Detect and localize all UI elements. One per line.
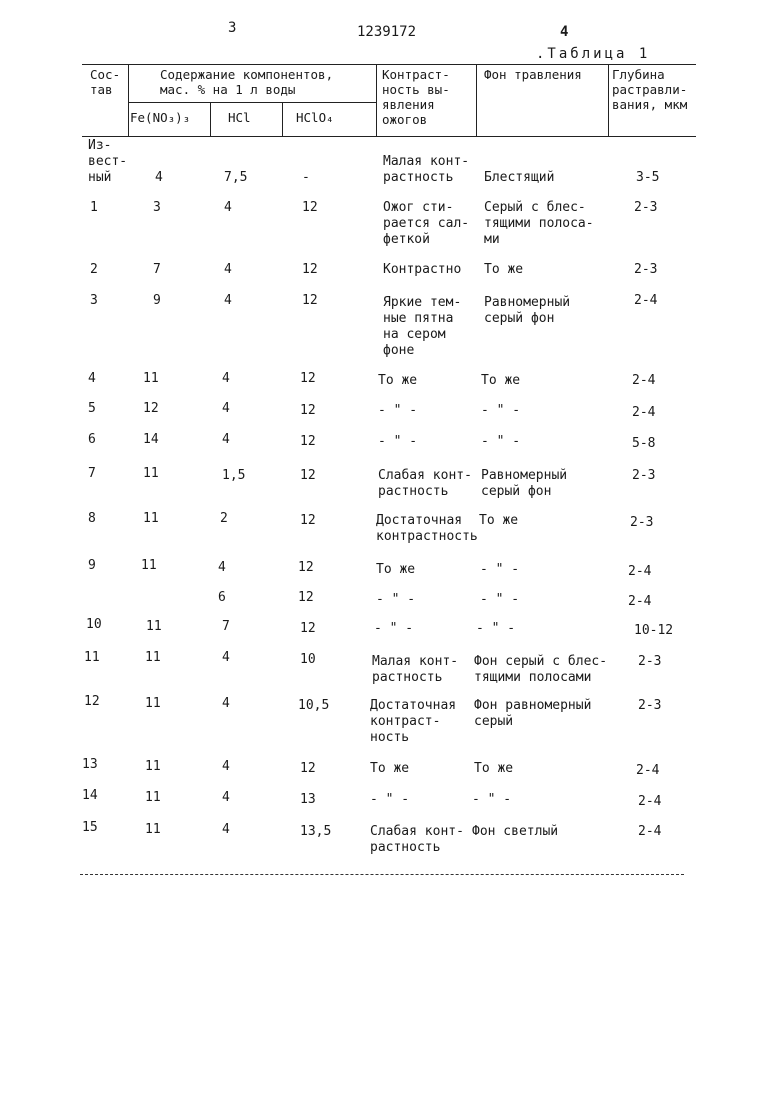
cell-contrast: ные пятна xyxy=(383,311,454,326)
cell-background: серый фон xyxy=(484,311,555,326)
cell-contrast: рается сал- xyxy=(383,216,470,231)
cell-contrast: растность xyxy=(383,170,454,185)
cell-background: Равномерный xyxy=(484,295,571,310)
cell-fe: 4 xyxy=(155,170,163,185)
cell-fe: 12 xyxy=(143,401,159,416)
cell-fe: 11 xyxy=(146,619,162,634)
cell-background: - " - xyxy=(472,792,512,807)
cell-background: - " - xyxy=(480,562,520,577)
cell-contrast: - " - xyxy=(376,592,416,607)
cell-background: - " - xyxy=(480,592,520,607)
cell-contrast: Слабая конт- xyxy=(378,468,472,483)
page-number-left: 3 xyxy=(228,20,237,36)
cell-hclo4: 12 xyxy=(300,371,316,386)
cell-composition: 12 xyxy=(84,694,100,709)
cell-contrast: контраст- xyxy=(370,714,441,729)
cell-fe: 11 xyxy=(143,466,159,481)
cell-composition: 10 xyxy=(86,617,102,632)
cell-hcl: 4 xyxy=(222,432,230,447)
header-contrast-2: ность вы- xyxy=(382,82,450,97)
header-contrast-3: явления xyxy=(382,97,435,112)
cell-background: То же xyxy=(481,373,521,388)
col-divider-3 xyxy=(282,102,283,136)
cell-contrast: Ожог сти- xyxy=(383,200,454,215)
cell-hclo4: 13 xyxy=(300,792,316,807)
cell-composition: вест- xyxy=(88,154,128,169)
cell-fe: 7 xyxy=(153,262,161,277)
cell-hclo4: - xyxy=(302,170,310,185)
cell-depth: 2-3 xyxy=(634,262,658,277)
col-divider-1 xyxy=(128,64,129,136)
cell-hclo4: 12 xyxy=(300,403,316,418)
cell-fe: 14 xyxy=(143,432,159,447)
cell-background: - " - xyxy=(481,434,521,449)
cell-background: - " - xyxy=(481,403,521,418)
cell-contrast: контрастность xyxy=(376,529,478,544)
cell-depth: 2-4 xyxy=(636,763,660,778)
cell-hclo4: 12 xyxy=(298,590,314,605)
cell-contrast: на сером xyxy=(383,327,446,342)
cell-contrast: То же xyxy=(376,562,416,577)
cell-contrast: Контрастно xyxy=(383,262,462,277)
cell-depth: 2-3 xyxy=(630,515,654,530)
cell-fe: 11 xyxy=(145,759,161,774)
cell-depth: 10-12 xyxy=(634,623,674,638)
cell-depth: 2-4 xyxy=(632,405,656,420)
cell-hclo4: 13,5 xyxy=(300,824,332,839)
cell-hcl: 4 xyxy=(218,560,226,575)
cell-composition: ный xyxy=(88,170,112,185)
cell-hcl: 7,5 xyxy=(224,170,248,185)
cell-background: ми xyxy=(484,232,500,247)
cell-composition: 8 xyxy=(88,511,96,526)
cell-contrast: Слабая конт- xyxy=(370,824,464,839)
cell-composition: 15 xyxy=(82,820,98,835)
page-number-right: 4 xyxy=(560,24,569,40)
cell-composition: 14 xyxy=(82,788,98,803)
cell-composition: Из- xyxy=(88,138,112,153)
cell-contrast: растность xyxy=(378,484,449,499)
cell-hclo4: 10 xyxy=(300,652,316,667)
cell-hclo4: 10,5 xyxy=(298,698,330,713)
cell-contrast: - " - xyxy=(374,621,414,636)
header-contrast-1: Контраст- xyxy=(382,67,450,82)
cell-background: - " - xyxy=(476,621,516,636)
cell-hcl: 4 xyxy=(222,650,230,665)
cell-background: Равномерный xyxy=(481,468,568,483)
cell-fe: 11 xyxy=(143,371,159,386)
cell-hcl: 4 xyxy=(222,759,230,774)
cell-fe: 11 xyxy=(145,822,161,837)
table-title: .Таблица 1 xyxy=(536,46,651,62)
cell-composition: 2 xyxy=(90,262,98,277)
cell-composition: 4 xyxy=(88,371,96,386)
cell-contrast: фоне xyxy=(383,343,415,358)
header-bottom-rule xyxy=(82,136,696,137)
cell-hclo4: 12 xyxy=(300,761,316,776)
cell-depth: 2-4 xyxy=(638,794,662,809)
patent-number: 1239172 xyxy=(357,24,417,40)
cell-depth: 2-3 xyxy=(634,200,658,215)
cell-background: Фон серый с блес- xyxy=(474,654,608,669)
cell-fe: 3 xyxy=(153,200,161,215)
header-hclo4: HClO₄ xyxy=(296,110,334,125)
cell-contrast: То же xyxy=(378,373,418,388)
cell-hclo4: 12 xyxy=(300,468,316,483)
cell-contrast: Достаточная xyxy=(376,513,463,528)
cell-hcl: 4 xyxy=(224,200,232,215)
cell-fe: 9 xyxy=(153,293,161,308)
header-content-1: Содержание компонентов, xyxy=(160,67,334,82)
cell-hcl: 4 xyxy=(224,262,232,277)
header-contrast-4: ожогов xyxy=(382,112,428,127)
col-divider-5 xyxy=(476,64,477,136)
header-depth-1: Глубина xyxy=(612,67,665,82)
cell-contrast: Яркие тем- xyxy=(383,295,462,310)
cell-fe: 11 xyxy=(145,696,161,711)
cell-composition: 13 xyxy=(82,757,98,772)
cell-contrast: растность xyxy=(372,670,443,685)
cell-contrast: - " - xyxy=(370,792,410,807)
header-hcl: HCl xyxy=(228,110,251,125)
cell-background: тящими полосами xyxy=(474,670,592,685)
cell-composition: 11 xyxy=(84,650,100,665)
cell-composition: 9 xyxy=(88,558,96,573)
cell-composition: 5 xyxy=(88,401,96,416)
cell-contrast: растность xyxy=(370,840,441,855)
cell-hcl: 4 xyxy=(222,696,230,711)
cell-hcl: 4 xyxy=(222,790,230,805)
header-sub-rule xyxy=(128,102,376,103)
cell-hcl: 4 xyxy=(222,401,230,416)
cell-contrast: ность xyxy=(370,730,410,745)
cell-composition: 7 xyxy=(88,466,96,481)
cell-hcl: 1,5 xyxy=(222,468,246,483)
cell-depth: 2-4 xyxy=(634,293,658,308)
cell-hcl: 2 xyxy=(220,511,228,526)
cell-depth: 2-4 xyxy=(628,594,652,609)
cell-composition: 3 xyxy=(90,293,98,308)
cell-contrast: феткой xyxy=(383,232,430,247)
cell-fe: 11 xyxy=(145,650,161,665)
cell-contrast: Достаточная xyxy=(370,698,457,713)
col-divider-6 xyxy=(608,64,609,136)
cell-background: серый фон xyxy=(481,484,552,499)
cell-hcl: 4 xyxy=(222,822,230,837)
cell-hcl: 4 xyxy=(222,371,230,386)
header-top-rule xyxy=(82,64,696,65)
cell-fe: 11 xyxy=(141,558,157,573)
cell-hclo4: 12 xyxy=(300,434,316,449)
cell-contrast: - " - xyxy=(378,434,418,449)
cell-composition: 6 xyxy=(88,432,96,447)
cell-composition: 1 xyxy=(90,200,98,215)
cell-depth: 2-3 xyxy=(632,468,656,483)
cell-fe: 11 xyxy=(143,511,159,526)
cell-fe: 11 xyxy=(145,790,161,805)
cell-background: Фон равномерный xyxy=(474,698,592,713)
header-depth-2: растравли- xyxy=(612,82,688,97)
cell-background: Блестящий xyxy=(484,170,555,185)
cell-hclo4: 12 xyxy=(302,262,318,277)
cell-depth: 2-4 xyxy=(628,564,652,579)
header-content-2: мас. % на 1 л воды xyxy=(160,82,296,97)
header-composition-2: тав xyxy=(90,82,113,97)
col-divider-2 xyxy=(210,102,211,136)
bottom-dashed-rule xyxy=(80,874,684,875)
cell-depth: 2-4 xyxy=(638,824,662,839)
cell-hclo4: 12 xyxy=(300,621,316,636)
cell-contrast: Малая конт- xyxy=(383,154,470,169)
col-divider-4 xyxy=(376,64,377,136)
cell-hclo4: 12 xyxy=(302,293,318,308)
cell-hcl: 7 xyxy=(222,619,230,634)
header-background: Фон травления xyxy=(484,67,582,82)
cell-depth: 5-8 xyxy=(632,436,656,451)
cell-contrast: То же xyxy=(370,761,410,776)
cell-background: То же xyxy=(479,513,519,528)
cell-background: То же xyxy=(484,262,524,277)
cell-hclo4: 12 xyxy=(300,513,316,528)
header-depth-3: вания, мкм xyxy=(612,97,688,112)
cell-hclo4: 12 xyxy=(298,560,314,575)
cell-background: тящими полоса- xyxy=(484,216,594,231)
cell-background: серый xyxy=(474,714,514,729)
cell-depth: 3-5 xyxy=(636,170,660,185)
cell-background: Фон светлый xyxy=(472,824,559,839)
cell-depth: 2-3 xyxy=(638,654,662,669)
cell-background: То же xyxy=(474,761,514,776)
cell-contrast: - " - xyxy=(378,403,418,418)
cell-hcl: 6 xyxy=(218,590,226,605)
cell-hclo4: 12 xyxy=(302,200,318,215)
cell-depth: 2-3 xyxy=(638,698,662,713)
header-fe: Fe(NO₃)₃ xyxy=(130,110,191,125)
header-composition-1: Сос- xyxy=(90,67,121,82)
cell-depth: 2-4 xyxy=(632,373,656,388)
cell-hcl: 4 xyxy=(224,293,232,308)
cell-background: Серый с блес- xyxy=(484,200,586,215)
cell-contrast: Малая конт- xyxy=(372,654,459,669)
